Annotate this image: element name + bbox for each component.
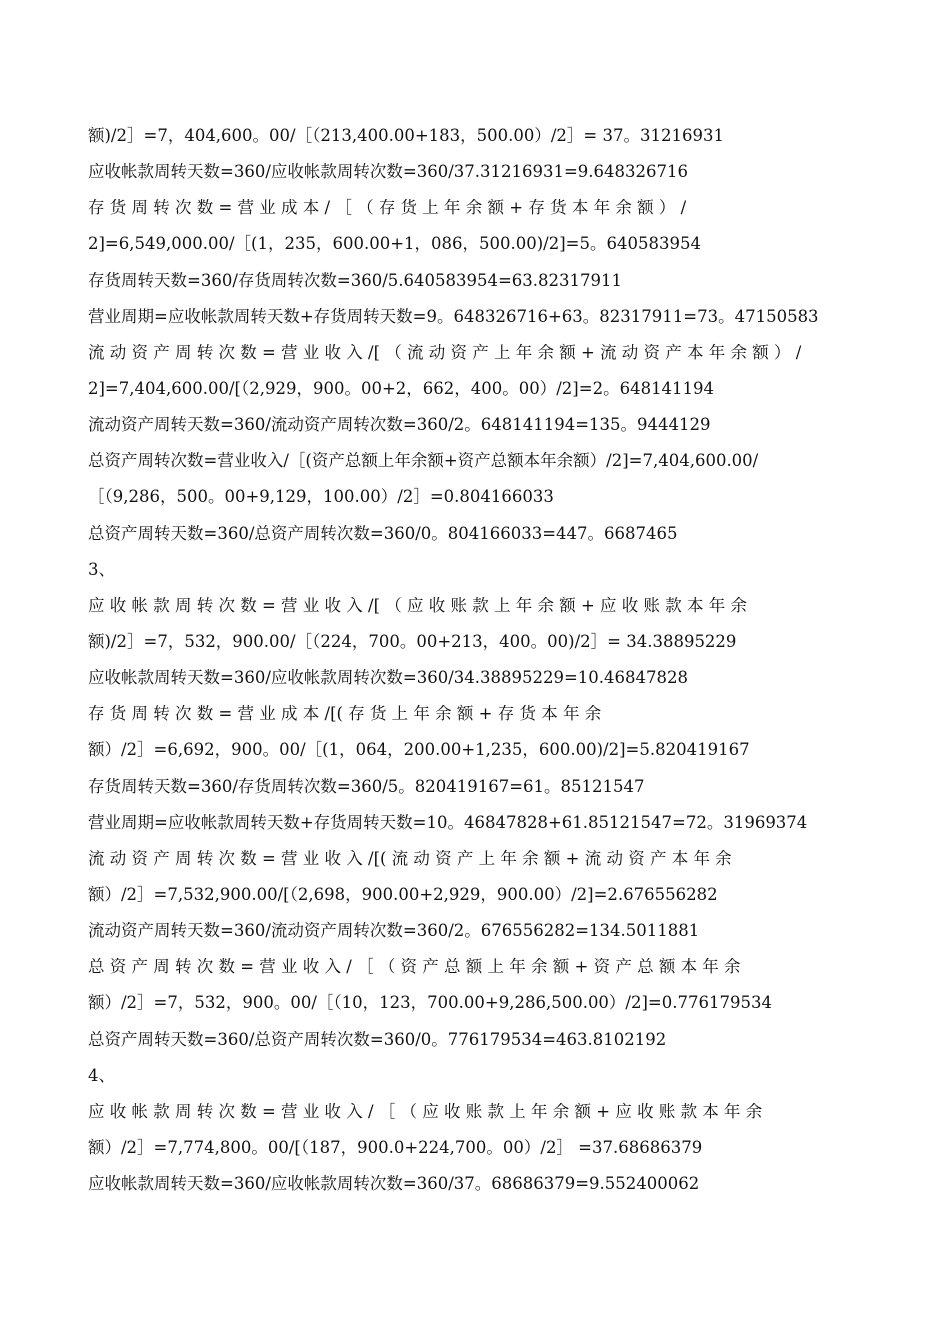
- section-heading: 4、: [88, 1065, 115, 1085]
- text-line: 额）/2］=7,774,800。00/[（187，900.0+224,700。00）/2］ =37.68686379: [88, 1137, 703, 1157]
- text-line: 流 动 资 产 周 转 次 数 = 营 业 收 入 /[ （ 流 动 资 产 上 年 余 额 + 流 动 资 产 本 年 余 额 ） /: [88, 342, 802, 362]
- text-line: 应收帐款周转天数=360/应收帐款周转次数=360/34.38895229=10.46847828: [88, 668, 689, 688]
- text-line: 存 货 周 转 次 数 = 营 业 成 本 /[( 存 货 上 年 余 额 + 存 货 本 年 余: [88, 704, 602, 724]
- section-heading: 3、: [88, 559, 115, 579]
- text-line: 流 动 资 产 周 转 次 数 = 营 业 收 入 /[( 流 动 资 产 上 年 余 额 + 流 动 资 产 本 年 余: [88, 848, 732, 868]
- text-line: 2]=7,404,600.00/[（2,929，900。00+2，662，400。00）/2]=2。648141194: [88, 378, 715, 398]
- text-line: 总资产周转次数=营业收入/［(资产总额上年余额+资产总额本年余额）/2]=7,404,600.00/: [88, 451, 759, 471]
- text-line: ［（9,286，500。00+9,129，100.00）/2］=0.804166033: [88, 487, 554, 507]
- text-line: 应收帐款周转天数=360/应收帐款周转次数=360/37。68686379=9.552400062: [88, 1174, 700, 1194]
- text-line: 存货周转天数=360/存货周转次数=360/5.640583954=63.82317911: [88, 270, 623, 290]
- text-line: 流动资产周转天数=360/流动资产周转次数=360/2。676556282=134.5011881: [88, 921, 700, 941]
- text-line: 总 资 产 周 转 次 数 = 营 业 收 入 / ［ （ 资 产 总 额 上 年 余 额 + 资 产 总 额 本 年 余: [88, 957, 741, 977]
- document-body: [88, 118, 864, 1202]
- text-line: 额）/2］=7,532,900.00/[（2,698，900.00+2,929，900.00）/2]=2.676556282: [88, 884, 718, 904]
- text-line: 存货周转天数=360/存货周转次数=360/5。820419167=61。85121547: [88, 776, 645, 796]
- text-line: 额）/2］=6,692，900。00/［(1，064，200.00+1,235，600.00)/2]=5.820419167: [88, 740, 750, 760]
- text-line: 应 收 帐 款 周 转 次 数 = 营 业 收 入 / ［ （ 应 收 账 款 上 年 余 额 + 应 收 账 款 本 年 余: [88, 1101, 763, 1121]
- text-line: 应收帐款周转天数=360/应收帐款周转次数=360/37.31216931=9.648326716: [88, 162, 689, 182]
- text-line: 流动资产周转天数=360/流动资产周转次数=360/2。648141194=135。9444129: [88, 415, 711, 435]
- text-line: 额)/2］=7，404,600。00/［（213,400.00+183，500.00）/2］= 37。31216931: [88, 126, 724, 145]
- text-line: 总资产周转天数=360/总资产周转次数=360/0。804166033=447。6687465: [88, 523, 678, 543]
- text-line: 额)/2］=7，532，900.00/［（224，700。00+213，400。00)/2］= 34.38895229: [88, 631, 737, 651]
- text-line: 营业周期=应收帐款周转天数+存货周转天数=9。648326716+63。82317911=73。47150583: [88, 306, 819, 326]
- text-line: 应 收 帐 款 周 转 次 数 = 营 业 收 入 /[ （ 应 收 账 款 上 年 余 额 + 应 收 账 款 本 年 余: [88, 595, 747, 615]
- text-line: 2]=6,549,000.00/［(1，235，600.00+1，086，500.00)/2]=5。640583954: [88, 234, 701, 254]
- text-line: 营业周期=应收帐款周转天数+存货周转天数=10。46847828+61.85121547=72。31969374: [88, 812, 808, 832]
- text-line: 存 货 周 转 次 数 = 营 业 成 本 / ［ （ 存 货 上 年 余 额 + 存 货 本 年 余 额 ） /: [88, 198, 687, 218]
- text-line: 额）/2］=7，532，900。00/［（10，123，700.00+9,286,500.00）/2]=0.776179534: [88, 993, 772, 1013]
- text-line: 总资产周转天数=360/总资产周转次数=360/0。776179534=463.8102192: [88, 1029, 667, 1049]
